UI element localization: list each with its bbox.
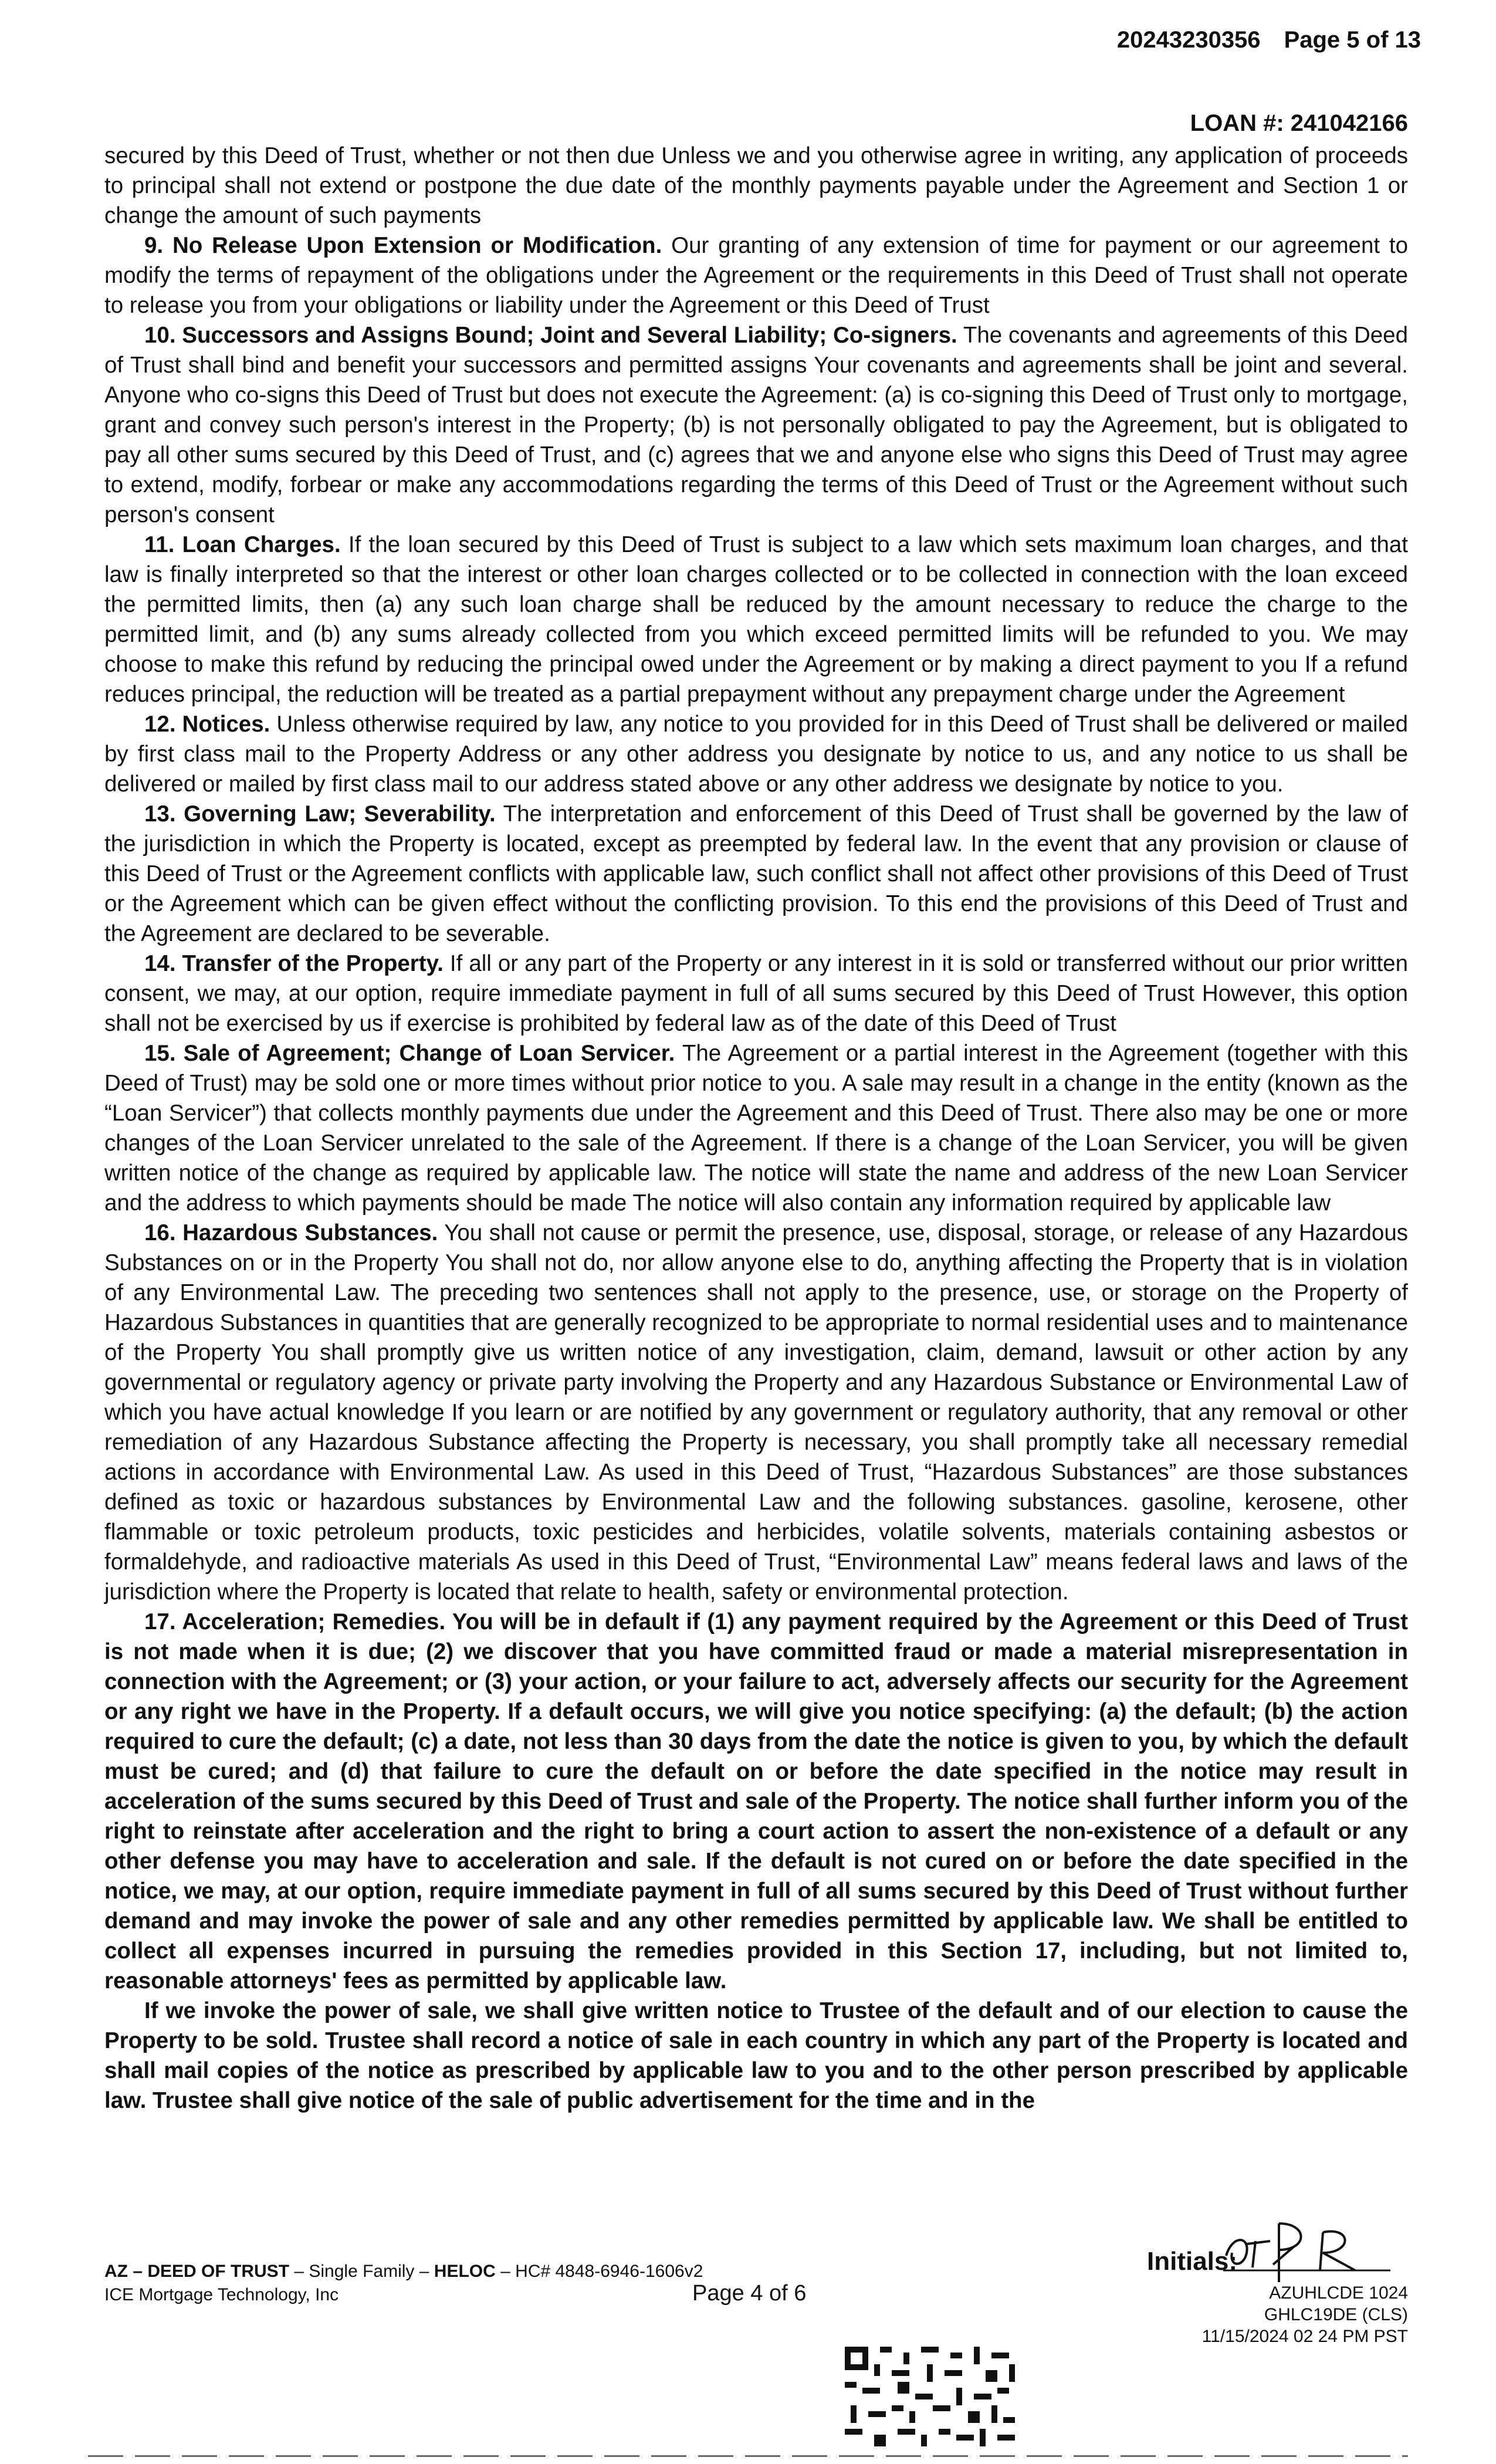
section-9: [104, 231, 1408, 320]
section-heading: 17. Acceleration; Remedies.: [144, 1609, 446, 1634]
section-text: Our granting of any extension of time for payment or our agreement to modify the terms of repayment of the obligations under the Agreement or the requirements in this Deed of Trust shall not operate to release you from your obligations or liability under the Agreement or this Deed of Trust: [104, 233, 1408, 318]
section-heading: 15. Sale of Agreement; Change of Loan Servicer.: [144, 1041, 675, 1066]
section-16: [104, 1218, 1408, 1607]
section-13: [104, 799, 1408, 949]
form-footer: [104, 2260, 703, 2307]
recording-header: [1117, 27, 1421, 53]
section-heading: 9. No Release Upon Extension or Modification.: [144, 233, 662, 258]
section-heading: 10. Successors and Assigns Bound; Joint and Several Liability; Co-signers.: [144, 323, 957, 348]
page-edge-line: [88, 2455, 1408, 2457]
section-text: The covenants and agreements of this Deed of Trust shall bind and benefit your successors and permitted assigns Your covenants and agreements shall be joint and several. Anyone who co-signs this Deed of Trust but does not execute the Agreement: (a) is co-signing this Deed of Trust only to mortgage, grant and convey such person's interest in the Property; (b) is not personally obligated to pay the Agreement, but is obligated to pay all other sums secured by this Deed of Trust, and (c) agrees that we and anyone else who signs this Deed of Trust may agree to extend, modify, forbear or make any accommodations regarding the terms of this Deed of Trust or the Agreement without such person's consent: [104, 323, 1408, 527]
section-text: If the loan secured by this Deed of Trust is subject to a law which sets maximum loan charges, and that law is finally interpreted so that the interest or other loan charges collected or to be collected in connection with the loan exceed the permitted limits, then (a) any such loan charge shall be reduced by the amount necessary to reduce the charge to the permitted limit, and (b) any sums already collected from you which exceed permitted limits will be refunded to you. We may choose to make this refund by reducing the principal owed under the Agreement or by making a direct payment to you If a refund reduces principal, the reduction will be treated as a partial prepayment without any prepayment charge under the Agreement: [104, 532, 1408, 707]
section-heading: 16. Hazardous Substances.: [144, 1220, 438, 1245]
section-text: You shall not cause or permit the presence, use, disposal, storage, or release of any Hazardous Substances on or in the Property You shall not do, nor allow anyone else to do, anything affecting the Property that is in violation of any Environmental Law. The preceding two sentences shall not apply to the presence, use, or storage on the Property of Hazardous Substances in quantities that are generally recognized to be appropriate to normal residential uses and to maintenance of the Property You shall promptly give us written notice of any investigation, claim, demand, lawsuit or other action by any governmental or regulatory agency or private party involving the Property and any Hazardous Substance or Environmental Law of which you have actual knowledge If you learn or are notified by any government or regulatory authority, that any removal or other remediation of any Hazardous Substance affecting the Property is necessary, you shall promptly take all necessary remedial actions in accordance with Environmental Law. As used in this Deed of Trust, “Hazardous Substances” are those substances defined as toxic or hazardous substances by Environmental Law and the following substances. gasoline, kerosene, other flammable or toxic petroleum products, toxic pesticides and herbicides, volatile solvents, materials containing asbestos or formaldehyde, and radioactive materials As used in this Deed of Trust, “Environmental Law” means federal laws and laws of the jurisdiction where the Property is located that relate to health, safety or environmental protection.: [104, 1220, 1409, 1605]
initials-signature: [1220, 2212, 1396, 2288]
barcode-icon: [845, 2347, 1021, 2449]
loan-number: LOAN #: 241042166: [1190, 110, 1408, 136]
section-text: The interpretation and enforcement of this Deed of Trust shall be governed by the law of the jurisdiction in which the Property is located, except as preempted by federal law. In the event that any provision or clause of this Deed of Trust or the Agreement conflicts with applicable law, such conflict shall not affect other provisions of this Deed of Trust or the Agreement which can be given effect without the conflicting provision. To this end the provisions of this Deed of Trust and the Agreement are declared to be severable.: [104, 801, 1408, 946]
form-code: AZUHLCDE 1024: [1269, 2283, 1408, 2303]
document-codes: [1202, 2282, 1408, 2347]
section-17: [104, 1607, 1408, 1996]
paragraph-power-of-sale: If we invoke the power of sale, we shall give written notice to Trustee of the default and of our election to cause the Property to be sold. Trustee shall record a notice of sale in each country in which any part of the Property is located and shall mail copies of the notice as prescribed by applicable law to you and to the other person prescribed by applicable law. Trustee shall give notice of the sale of public advertisement for the time and in the: [104, 1998, 1408, 2113]
section-11: [104, 530, 1408, 709]
section-heading: 13. Governing Law; Severability.: [144, 801, 496, 827]
document-body: [104, 141, 1408, 2116]
section-text: The Agreement or a partial interest in the Agreement (together with this Deed of Trust) may be sold one or more times without prior notice to you. A sale may result in a change in the entity (known as the “Loan Servicer”) that collects monthly payments due under the Agreement and this Deed of Trust. There also may be one or more changes of the Loan Servicer unrelated to the sale of the Agreement. If there is a change of the Loan Servicer, you will be given written notice of the change as required by applicable law. The notice will state the name and address of the new Loan Servicer and the address to which payments should be made The notice will also contain any information required by applicable law: [104, 1041, 1408, 1216]
paragraph-continuation: secured by this Deed of Trust, whether or not then due Unless we and you otherwise agree in writing, any application of proceeds to principal shall not extend or postpone the due date of the monthly payments payable under the Agreement and Section 1 or change the amount of such payments: [104, 143, 1408, 228]
section-12: [104, 709, 1408, 799]
section-10: [104, 320, 1408, 530]
initials-label: Initials:: [1147, 2247, 1238, 2276]
form-page-number: Page 4 of 6: [692, 2281, 807, 2306]
section-text: You will be in default if (1) any payment required by the Agreement or this Deed of Trust is not made when it is due; (2) we discover that you have committed fraud or made a material misrepresentation in connection with the Agreement; or (3) your action, or your failure to act, adversely affects our security for the Agreement or any right we have in the Property. If a default occurs, we will give you notice specifying: (a) the default; (b) the action required to cure the default; (c) a date, not less than 30 days from the date the notice is given to you, by which the default must be cured; and (d) that failure to cure the default on or before the date specified in the notice may result in acceleration of the sums secured by this Deed of Trust and sale of the Property. The notice shall further inform you of the right to reinstate after acceleration and the right to bring a court action to assert the non-existence of a default or any other defense you may have to acceleration and sale. If the default is not cured on or before the date specified in the notice, we may, at our option, require immediate payment in full of all sums secured by this Deed of Trust without further demand and may invoke the power of sale and any other remedies permitted by applicable law. We shall be entitled to collect all expenses incurred in pursuing the remedies provided in this Section 17, including, but not limited to, reasonable attorneys' fees as permitted by applicable law.: [104, 1609, 1408, 1993]
print-timestamp: 11/15/2024 02 24 PM PST: [1201, 2327, 1408, 2346]
version-code: GHLC19DE (CLS): [1264, 2305, 1408, 2324]
company-name: ICE Mortgage Technology, Inc: [104, 2285, 339, 2304]
section-heading: 11. Loan Charges.: [144, 532, 341, 557]
section-heading: 12. Notices.: [144, 712, 270, 737]
document-number: 20243230356: [1116, 27, 1261, 53]
form-identifier: AZ – DEED OF TRUST – Single Family – HELOC – HC# 4848-6946-1606v2: [104, 2262, 703, 2281]
section-14: [104, 949, 1408, 1038]
section-heading: 14. Transfer of the Property.: [144, 951, 444, 976]
recording-page-number: Page 5 of 13: [1284, 27, 1421, 53]
section-15: [104, 1038, 1408, 1218]
section-text: If all or any part of the Property or any interest in it is sold or transferred without our prior written consent, we may, at our option, require immediate payment in full of all sums secured by this Deed of Trust However, this option shall not be exercised by us if exercise is prohibited by federal law as of the date of this Deed of Trust: [104, 951, 1408, 1036]
section-text: Unless otherwise required by law, any notice to you provided for in this Deed of Trust shall be delivered or mailed by first class mail to the Property Address or any other address you designate by notice to us, and any notice to us shall be delivered or mailed by first class mail to our address stated above or any other address we designate by notice to you.: [104, 712, 1408, 797]
